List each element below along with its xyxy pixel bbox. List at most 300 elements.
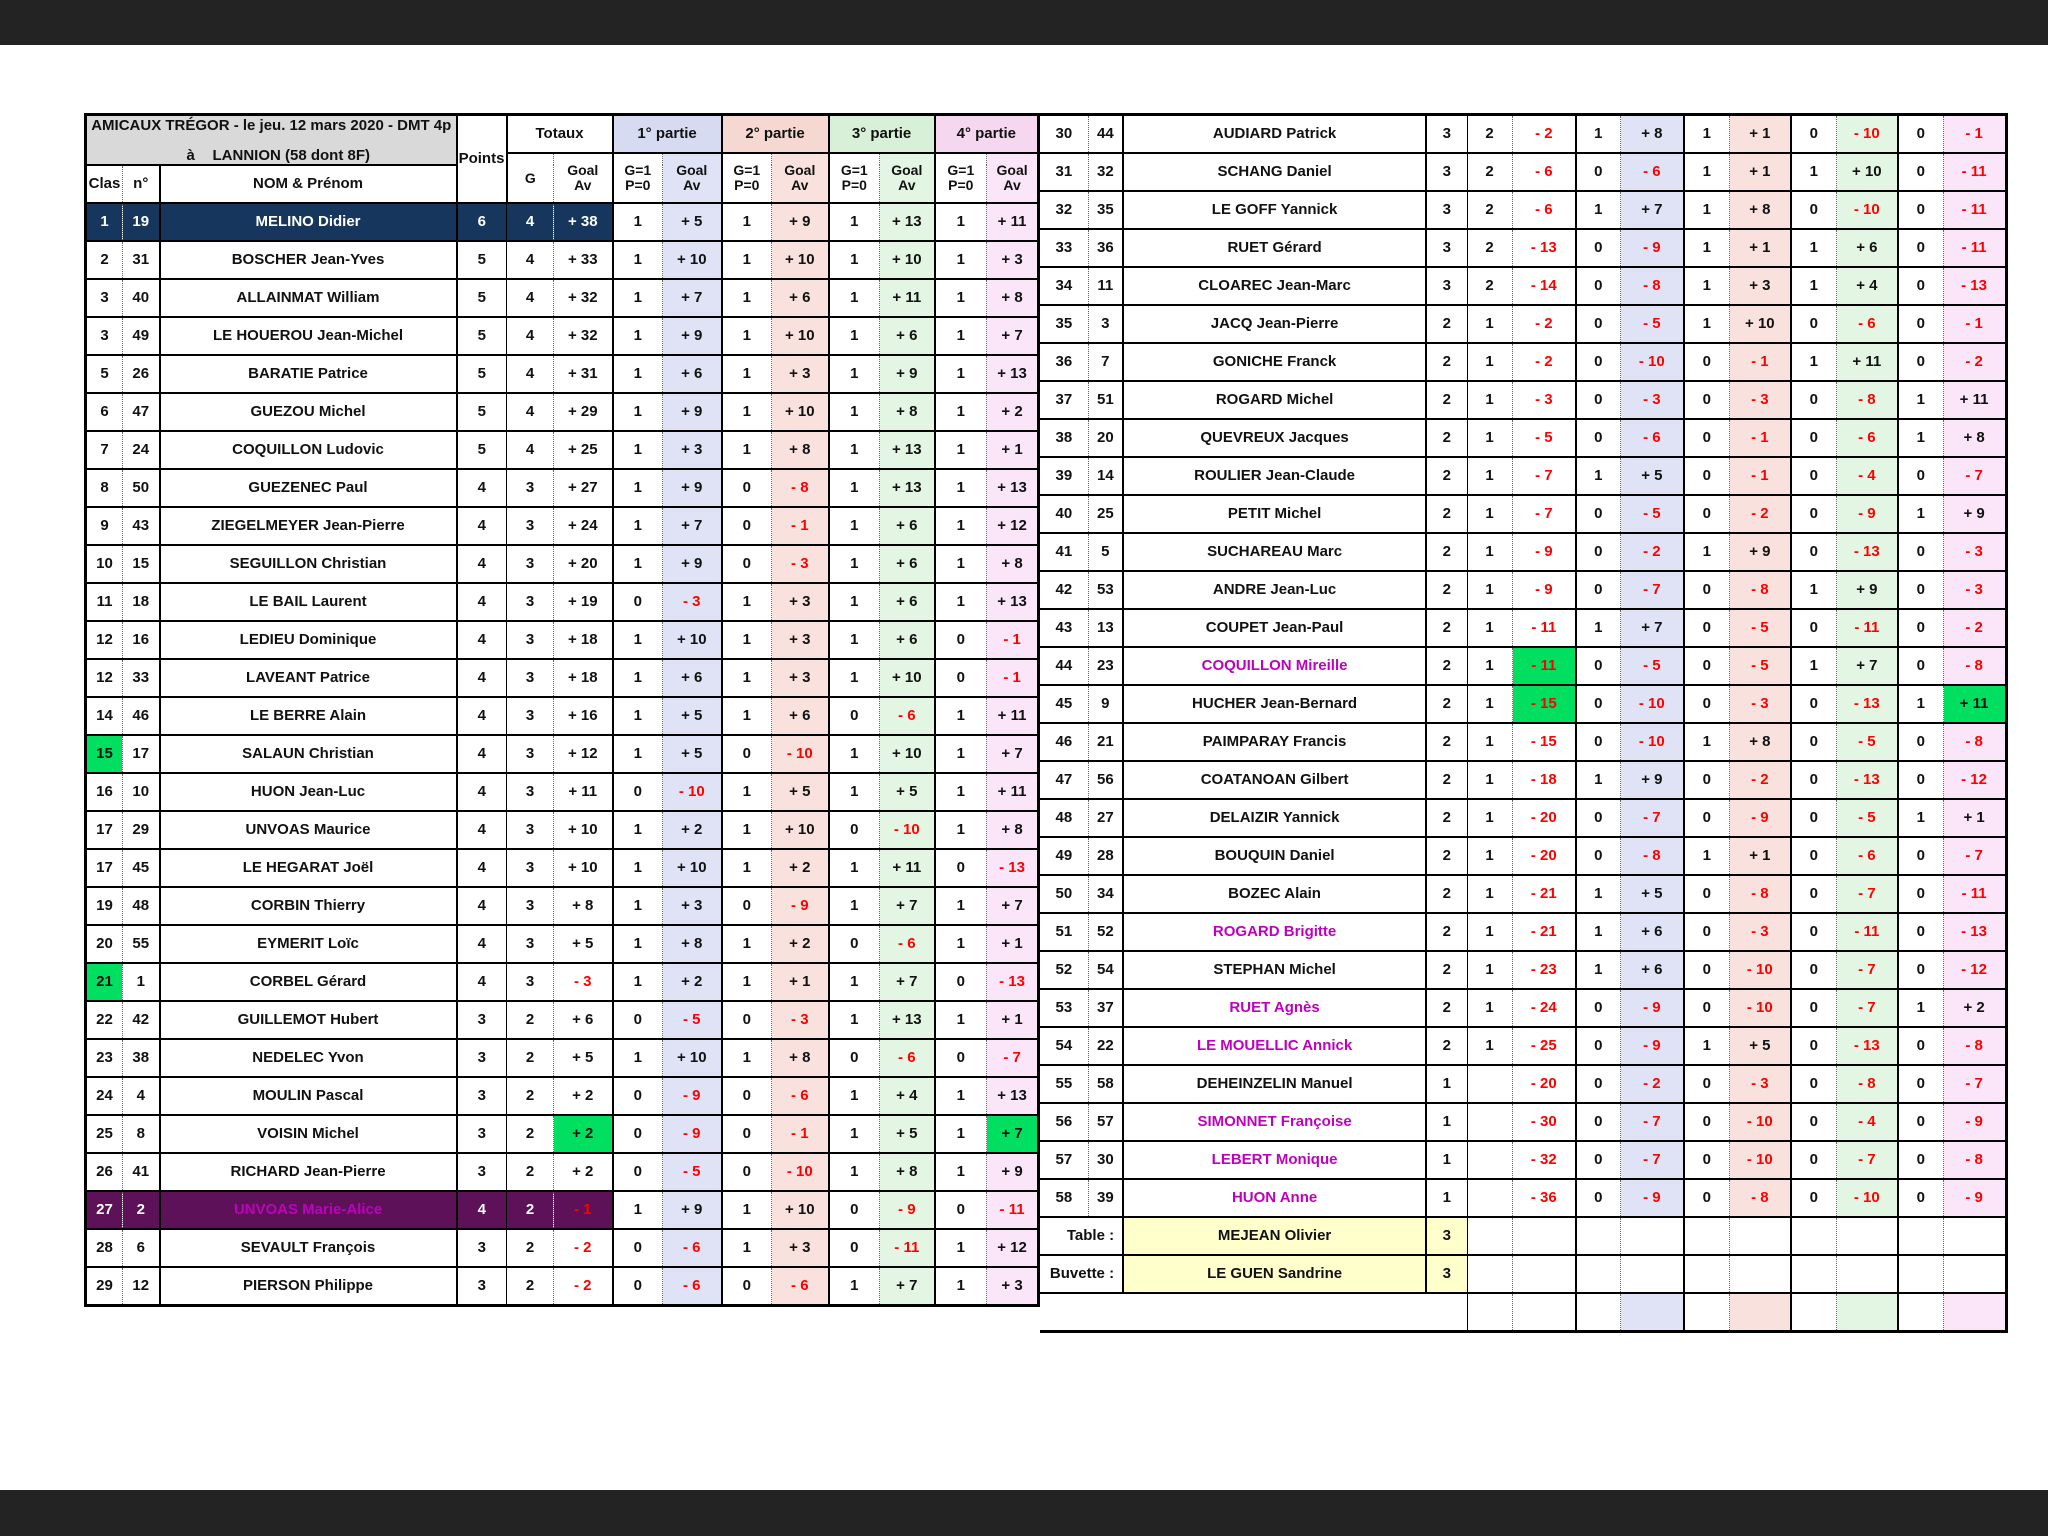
rank-cell: 23 (86, 1039, 123, 1077)
partie1-goal-cell: + 5 (1620, 875, 1684, 913)
rank-cell: 49 (1040, 837, 1088, 875)
partie4-goal-cell: + 12 (987, 507, 1039, 545)
player-row (86, 1191, 1039, 1229)
games-won-cell: 3 (507, 545, 554, 583)
partie4-result-cell: 1 (935, 431, 987, 469)
player-number-cell: 29 (123, 811, 160, 849)
player-number-cell: 2 (123, 1191, 160, 1229)
partie2-goal-cell: + 10 (772, 1191, 829, 1229)
partie3-goal-cell: - 13 (1836, 761, 1898, 799)
partie2-result-cell: 0 (1684, 1065, 1729, 1103)
partie3-goal-cell: + 6 (880, 583, 935, 621)
partie4-goal-cell: + 9 (987, 1153, 1039, 1191)
partie4-result-cell: 0 (1898, 913, 1943, 951)
empty-cell (1684, 1293, 1729, 1332)
rank-cell: 40 (1040, 495, 1088, 533)
partie4-goal-cell: - 1 (987, 621, 1039, 659)
partie3-goal-cell: + 13 (880, 431, 935, 469)
goal-average-cell: - 11 (1512, 609, 1576, 647)
partie4-result-cell: 1 (935, 583, 987, 621)
partie4-result-cell: 1 (935, 1153, 987, 1191)
games-won-cell: 2 (507, 1191, 554, 1229)
partie1-result-cell: 1 (613, 469, 663, 507)
partie3-result-cell: 0 (1791, 609, 1836, 647)
player-name-cell: CORBIN Thierry (160, 887, 457, 925)
games-won-cell: 3 (507, 507, 554, 545)
service-person-cell: MEJEAN Olivier (1123, 1217, 1426, 1255)
partie4-result-cell: 0 (1898, 191, 1943, 229)
points-cell: 3 (457, 1001, 507, 1039)
partie1-result-cell: 0 (1576, 267, 1620, 305)
partie4-result-cell: 0 (1898, 1179, 1943, 1217)
partie1-goal-cell: - 10 (1620, 343, 1684, 381)
player-number-cell: 41 (123, 1153, 160, 1191)
empty-cell (1898, 1293, 1943, 1332)
place-prefix: à (186, 147, 195, 165)
partie2-result-cell: 1 (1684, 305, 1729, 343)
goal-average-cell: + 5 (554, 1039, 613, 1077)
partie3-goal-cell: - 13 (1836, 533, 1898, 571)
partie3-goal-cell: + 10 (880, 735, 935, 773)
partie1-result-cell: 0 (613, 583, 663, 621)
partie1-goal-cell: + 5 (663, 697, 722, 735)
player-number-cell: 4 (123, 1077, 160, 1115)
partie3-result-cell: 0 (1791, 115, 1836, 154)
games-won-cell: 1 (1467, 799, 1512, 837)
player-row (1040, 495, 2006, 533)
games-won-cell: 4 (507, 431, 554, 469)
partie1-goal-cell: - 8 (1620, 267, 1684, 305)
partie1-goal-cell: - 5 (1620, 305, 1684, 343)
partie2-goal-cell: + 5 (1729, 1027, 1791, 1065)
partie3-goal-cell: + 6 (880, 621, 935, 659)
partie1-goal-cell: + 9 (663, 469, 722, 507)
partie3-goal-cell: - 6 (1836, 837, 1898, 875)
partie3-result-cell: 0 (1791, 495, 1836, 533)
service-points-cell: 3 (1426, 1217, 1467, 1255)
rank-cell: 33 (1040, 229, 1088, 267)
points-cell: 5 (457, 355, 507, 393)
points-cell: 4 (457, 849, 507, 887)
player-row (1040, 267, 2006, 305)
partie1-result-cell: 1 (613, 887, 663, 925)
rank-cell: 26 (86, 1153, 123, 1191)
rank-cell: 5 (86, 355, 123, 393)
partie4-goal-cell: + 8 (987, 811, 1039, 849)
player-number-cell: 15 (123, 545, 160, 583)
games-won-cell: 1 (1467, 457, 1512, 495)
partie2-result-cell: 1 (1684, 191, 1729, 229)
games-won-cell: 1 (1467, 913, 1512, 951)
goal-average-cell: + 32 (554, 317, 613, 355)
partie1-result-cell: 1 (1576, 913, 1620, 951)
points-cell: 5 (457, 431, 507, 469)
partie2-result-cell: 1 (722, 811, 772, 849)
partie3-goal-cell: - 9 (1836, 495, 1898, 533)
partie4-goal-cell: - 9 (1943, 1103, 2006, 1141)
partie4-header: 4° partie (935, 115, 1039, 154)
partie3-result-cell: 0 (1791, 685, 1836, 723)
games-won-cell: 3 (507, 887, 554, 925)
partie4-result-cell: 1 (935, 887, 987, 925)
partie3-result-cell: 1 (829, 659, 880, 697)
name-header: NOM & Prénom (160, 165, 457, 203)
goal-average-cell: + 10 (554, 849, 613, 887)
goal-average-cell: - 6 (1512, 153, 1576, 191)
partie3-result-cell: 0 (1791, 191, 1836, 229)
partie2-goal-cell: - 5 (1729, 647, 1791, 685)
player-row (1040, 1141, 2006, 1179)
points-cell: 2 (1426, 495, 1467, 533)
partie1-goal-cell: + 10 (663, 241, 722, 279)
partie3-goal-cell: - 11 (1836, 609, 1898, 647)
player-row (86, 355, 1039, 393)
partie3-result-cell: 1 (829, 393, 880, 431)
rank-cell: 58 (1040, 1179, 1088, 1217)
partie4-goal-cell: - 12 (1943, 951, 2006, 989)
player-name-cell: JACQ Jean-Pierre (1123, 305, 1426, 343)
rank-cell: 30 (1040, 115, 1088, 154)
partie4-result-cell: 0 (1898, 609, 1943, 647)
partie2-goal-cell: - 1 (1729, 419, 1791, 457)
player-row (1040, 761, 2006, 799)
player-number-cell: 25 (1088, 495, 1123, 533)
goal-average-cell: + 24 (554, 507, 613, 545)
player-number-cell: 57 (1088, 1103, 1123, 1141)
player-row (86, 545, 1039, 583)
partie2-result-header: G=1 P=0 (722, 153, 772, 203)
partie1-goal-cell: + 9 (663, 317, 722, 355)
player-row (86, 241, 1039, 279)
player-name-cell: LE MOUELLIC Annick (1123, 1027, 1426, 1065)
partie4-result-cell: 1 (935, 735, 987, 773)
games-won-cell: 4 (507, 355, 554, 393)
player-number-cell: 52 (1088, 913, 1123, 951)
partie3-goal-cell: + 11 (880, 279, 935, 317)
service-label-cell: Table : (1040, 1217, 1123, 1255)
player-row (1040, 419, 2006, 457)
partie1-result-cell: 1 (613, 1039, 663, 1077)
partie3-result-cell: 0 (829, 1039, 880, 1077)
player-number-cell: 56 (1088, 761, 1123, 799)
points-cell: 4 (457, 887, 507, 925)
partie3-result-cell: 1 (829, 1001, 880, 1039)
partie2-goal-cell: + 3 (772, 1229, 829, 1267)
partie3-result-cell: 1 (1791, 647, 1836, 685)
partie3-goal-cell: + 7 (880, 963, 935, 1001)
partie2-goal-cell: + 1 (1729, 153, 1791, 191)
partie4-result-cell: 0 (935, 1191, 987, 1229)
partie4-goal-cell: - 11 (1943, 153, 2006, 191)
partie1-result-cell: 0 (1576, 381, 1620, 419)
partie4-goal-cell: + 2 (1943, 989, 2006, 1027)
points-cell: 2 (1426, 723, 1467, 761)
games-won-cell: 4 (507, 203, 554, 241)
player-name-cell: PETIT Michel (1123, 495, 1426, 533)
rank-cell: 29 (86, 1267, 123, 1306)
partie2-goal-cell: - 3 (1729, 381, 1791, 419)
partie1-result-cell: 0 (1576, 571, 1620, 609)
partie1-goal-cell: + 9 (663, 393, 722, 431)
partie4-result-cell: 1 (935, 1229, 987, 1267)
sheet-title: AMICAUX TRÉGOR - le jeu. 12 mars 2020 - DMT 4p (91, 117, 452, 134)
partie1-result-cell: 0 (1576, 229, 1620, 267)
player-number-cell: 44 (1088, 115, 1123, 154)
partie2-result-cell: 1 (1684, 1027, 1729, 1065)
player-row (86, 469, 1039, 507)
goal-average-cell: + 27 (554, 469, 613, 507)
goal-average-cell: - 20 (1512, 799, 1576, 837)
partie2-goal-cell: + 1 (1729, 837, 1791, 875)
clas-header: Clas (86, 165, 123, 203)
partie4-goal-cell: + 11 (987, 203, 1039, 241)
partie1-goal-cell: + 9 (663, 545, 722, 583)
partie3-result-header: G=1 P=0 (829, 153, 880, 203)
partie1-goal-cell: + 7 (663, 279, 722, 317)
goal-average-cell: - 1 (554, 1191, 613, 1229)
player-name-cell: CLOAREC Jean-Marc (1123, 267, 1426, 305)
partie3-goal-cell: + 13 (880, 1001, 935, 1039)
player-number-cell: 51 (1088, 381, 1123, 419)
ranking-table-right (1040, 113, 2008, 1333)
player-name-cell: COQUILLON Ludovic (160, 431, 457, 469)
partie4-result-cell: 1 (935, 1001, 987, 1039)
player-row (1040, 571, 2006, 609)
player-name-cell: EYMERIT Loïc (160, 925, 457, 963)
partie3-result-cell: 1 (829, 317, 880, 355)
player-name-cell: DELAIZIR Yannick (1123, 799, 1426, 837)
partie2-goal-cell: - 10 (1729, 989, 1791, 1027)
empty-cell (1943, 1255, 2006, 1293)
partie1-goal-cell: - 10 (1620, 685, 1684, 723)
partie1-result-cell: 0 (1576, 153, 1620, 191)
partie3-result-cell: 0 (1791, 723, 1836, 761)
partie2-goal-cell: - 5 (1729, 609, 1791, 647)
rank-cell: 10 (86, 545, 123, 583)
partie4-result-cell: 1 (935, 545, 987, 583)
partie2-result-cell: 1 (722, 849, 772, 887)
partie1-goal-cell: - 9 (1620, 1027, 1684, 1065)
player-name-cell: STEPHAN Michel (1123, 951, 1426, 989)
partie1-header: 1° partie (613, 115, 722, 154)
partie2-goal-cell: - 8 (1729, 875, 1791, 913)
empty-cell (1576, 1293, 1620, 1332)
partie3-result-cell: 0 (1791, 761, 1836, 799)
ranking-table-left (84, 113, 1040, 1307)
rank-cell: 43 (1040, 609, 1088, 647)
player-name-cell: COATANOAN Gilbert (1123, 761, 1426, 799)
player-row (86, 697, 1039, 735)
partie1-result-cell: 1 (613, 697, 663, 735)
points-cell: 2 (1426, 381, 1467, 419)
player-number-cell: 7 (1088, 343, 1123, 381)
partie3-result-cell: 0 (829, 1229, 880, 1267)
partie1-goal-cell: - 6 (1620, 419, 1684, 457)
player-name-cell: SEGUILLON Christian (160, 545, 457, 583)
partie3-goal-cell: - 7 (1836, 951, 1898, 989)
partie4-goal-cell: - 9 (1943, 1179, 2006, 1217)
goal-average-cell: + 38 (554, 203, 613, 241)
points-cell: 2 (1426, 761, 1467, 799)
player-row (1040, 875, 2006, 913)
partie3-result-cell: 1 (829, 583, 880, 621)
partie3-goal-cell: + 9 (1836, 571, 1898, 609)
games-won-cell: 4 (507, 241, 554, 279)
partie2-result-cell: 0 (1684, 913, 1729, 951)
points-cell: 5 (457, 393, 507, 431)
partie1-result-cell: 0 (613, 1115, 663, 1153)
rank-cell: 12 (86, 621, 123, 659)
partie1-result-cell: 0 (1576, 837, 1620, 875)
partie2-result-cell: 1 (1684, 267, 1729, 305)
partie1-goal-cell: + 2 (663, 963, 722, 1001)
partie3-result-cell: 1 (829, 1077, 880, 1115)
partie2-goal-cell: - 6 (772, 1077, 829, 1115)
partie4-result-cell: 1 (935, 925, 987, 963)
partie4-goal-cell: + 13 (987, 469, 1039, 507)
partie2-result-cell: 0 (1684, 685, 1729, 723)
partie4-result-cell: 0 (935, 1039, 987, 1077)
partie3-result-cell: 1 (829, 773, 880, 811)
player-number-cell: 46 (123, 697, 160, 735)
partie3-goal-cell: + 13 (880, 203, 935, 241)
partie4-goal-cell: - 12 (1943, 761, 2006, 799)
points-cell: 4 (457, 697, 507, 735)
player-row (86, 393, 1039, 431)
partie1-result-cell: 0 (1576, 533, 1620, 571)
goal-average-cell: + 29 (554, 393, 613, 431)
partie2-result-cell: 0 (722, 1077, 772, 1115)
player-number-cell: 23 (1088, 647, 1123, 685)
partie3-result-cell: 1 (829, 621, 880, 659)
partie1-goal-cell: - 7 (1620, 799, 1684, 837)
player-name-cell: LAVEANT Patrice (160, 659, 457, 697)
points-cell: 3 (457, 1077, 507, 1115)
player-name-cell: BARATIE Patrice (160, 355, 457, 393)
points-cell: 2 (1426, 685, 1467, 723)
empty-cell (1512, 1255, 1576, 1293)
partie3-result-cell: 1 (829, 507, 880, 545)
points-cell: 4 (457, 469, 507, 507)
partie2-goal-cell: + 2 (772, 849, 829, 887)
rank-cell: 20 (86, 925, 123, 963)
partie3-result-cell: 1 (829, 1153, 880, 1191)
partie3-result-cell: 0 (1791, 1141, 1836, 1179)
partie4-goal-cell: - 3 (1943, 571, 2006, 609)
games-won-cell: 4 (507, 317, 554, 355)
player-name-cell: HUON Anne (1123, 1179, 1426, 1217)
player-row (86, 963, 1039, 1001)
empty-cell (1620, 1217, 1684, 1255)
partie1-goal-cell: - 5 (1620, 647, 1684, 685)
sheet-place-line (87, 148, 456, 164)
points-cell: 2 (1426, 419, 1467, 457)
partie2-goal-cell: + 6 (772, 279, 829, 317)
player-row (1040, 1179, 2006, 1217)
points-cell: 2 (1426, 913, 1467, 951)
player-name-cell: UNVOAS Marie-Alice (160, 1191, 457, 1229)
empty-cell (1684, 1255, 1729, 1293)
goal-average-cell: + 2 (554, 1077, 613, 1115)
partie2-result-cell: 0 (1684, 951, 1729, 989)
partie3-result-cell: 0 (1791, 305, 1836, 343)
partie2-result-cell: 0 (722, 1153, 772, 1191)
partie4-result-cell: 0 (935, 963, 987, 1001)
partie2-goal-cell: - 10 (772, 735, 829, 773)
empty-cell (1729, 1217, 1791, 1255)
partie2-goal-cell: + 8 (1729, 723, 1791, 761)
player-row (86, 811, 1039, 849)
partie1-goal-cell: + 3 (663, 431, 722, 469)
partie4-result-cell: 1 (1898, 685, 1943, 723)
player-name-cell: NEDELEC Yvon (160, 1039, 457, 1077)
player-name-cell: MOULIN Pascal (160, 1077, 457, 1115)
partie3-result-cell: 1 (1791, 343, 1836, 381)
partie2-result-cell: 1 (722, 925, 772, 963)
partie1-result-cell: 1 (613, 317, 663, 355)
goal-average-cell: - 11 (1512, 647, 1576, 685)
player-number-cell: 6 (123, 1229, 160, 1267)
player-row (86, 773, 1039, 811)
partie1-result-cell: 1 (613, 203, 663, 241)
rank-cell: 12 (86, 659, 123, 697)
partie1-result-cell: 0 (1576, 343, 1620, 381)
totaux-header: Totaux (507, 115, 613, 154)
partie4-goal-cell: + 13 (987, 355, 1039, 393)
goal-average-cell: + 2 (554, 1115, 613, 1153)
partie4-goal-cell: - 13 (1943, 267, 2006, 305)
goal-average-cell: - 2 (1512, 343, 1576, 381)
partie1-goal-cell: - 9 (663, 1077, 722, 1115)
player-number-cell: 40 (123, 279, 160, 317)
rank-cell: 39 (1040, 457, 1088, 495)
partie1-goal-header: Goal Av (663, 153, 722, 203)
player-row (86, 1267, 1039, 1306)
games-won-cell: 3 (507, 925, 554, 963)
partie4-goal-cell: - 11 (1943, 875, 2006, 913)
player-name-cell: BOUQUIN Daniel (1123, 837, 1426, 875)
empty-cell (1620, 1293, 1684, 1332)
points-cell: 4 (457, 773, 507, 811)
partie1-goal-cell: + 6 (1620, 951, 1684, 989)
partie4-result-cell: 1 (1898, 495, 1943, 533)
partie1-goal-cell: - 9 (1620, 1179, 1684, 1217)
player-row (86, 1039, 1039, 1077)
goal-average-cell: + 5 (554, 925, 613, 963)
place-label: LANNION (58 dont 8F) (212, 147, 370, 165)
partie3-goal-cell: - 13 (1836, 685, 1898, 723)
games-won-cell: 1 (1467, 419, 1512, 457)
points-cell: 6 (457, 203, 507, 241)
partie4-goal-cell: + 3 (987, 1267, 1039, 1306)
partie3-goal-cell: - 10 (1836, 191, 1898, 229)
goal-average-cell: - 7 (1512, 457, 1576, 495)
player-number-cell: 22 (1088, 1027, 1123, 1065)
partie2-result-cell: 1 (722, 621, 772, 659)
partie3-goal-cell: + 6 (880, 545, 935, 583)
partie1-result-cell: 1 (613, 545, 663, 583)
rank-cell: 50 (1040, 875, 1088, 913)
partie2-goal-cell: + 10 (1729, 305, 1791, 343)
partie2-result-cell: 1 (1684, 533, 1729, 571)
player-name-cell: COQUILLON Mireille (1123, 647, 1426, 685)
games-won-cell: 3 (507, 735, 554, 773)
partie1-goal-cell: - 5 (1620, 495, 1684, 533)
partie3-goal-cell: + 10 (880, 241, 935, 279)
partie2-result-cell: 0 (1684, 495, 1729, 533)
partie4-goal-cell: + 3 (987, 241, 1039, 279)
partie1-result-cell: 0 (1576, 1103, 1620, 1141)
